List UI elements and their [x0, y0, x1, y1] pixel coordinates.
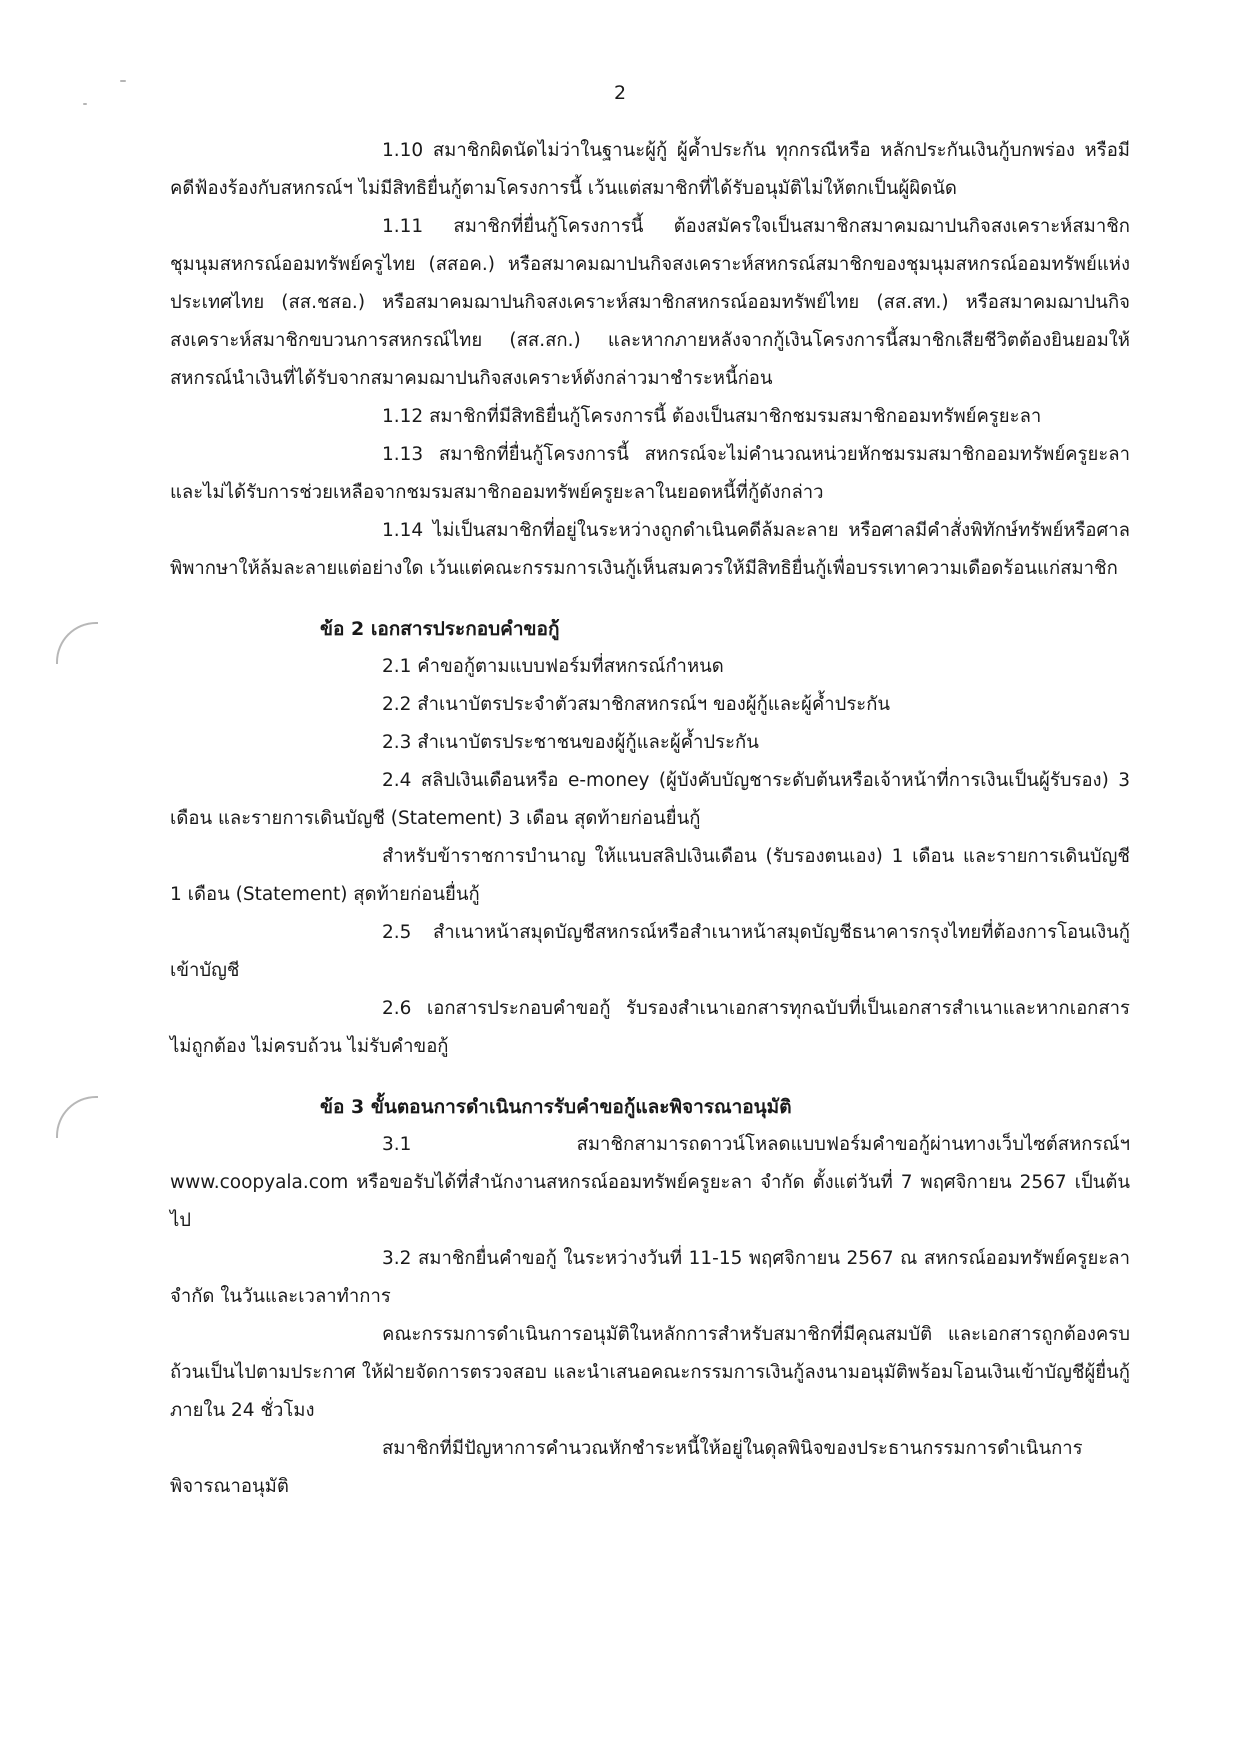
clause-3-1: 3.1 สมาชิกสามารถดาวน์โหลดแบบฟอร์มคำขอกู้ผ่านทางเว็บไซต์สหกรณ์ฯ www.coopyala.com หรือขอรับได้ที่สำนักงานสหกรณ์ออมทรัพย์ครูยะลา จำกัด ตั้งแต่วันที่ 7 พฤศจิกายน 2567 เป็นต้นไป	[170, 1134, 1130, 1231]
clause-2-4: 2.4 สลิปเงินเดือนหรือ e-money (ผู้บังคับบัญชาระดับต้นหรือเจ้าหน้าที่การเงินเป็นผู้รับรอง) 3 เดือน และรายการเดินบัญชี (Statement) 3 เดือน สุดท้ายก่อนยื่นกู้	[170, 770, 1130, 829]
clause-1-10: 1.10 สมาชิกผิดนัดไม่ว่าในฐานะผู้กู้ ผู้ค้ำประกัน ทุกกรณีหรือ หลักประกันเงินกู้บกพร่อง หรือมีคดีฟ้องร้องกับสหกรณ์ฯ ไม่มีสิทธิยื่นกู้ตามโครงการนี้ เว้นแต่สมาชิกที่ได้รับอนุมัติไม่ให้ตกเป็นผู้ผิดนัด	[170, 140, 1130, 199]
punch-hole-mark	[56, 622, 98, 664]
clause-2-4-pensioner: สำหรับข้าราชการบำนาญ ให้แนบสลิปเงินเดือน (รับรองตนเอง) 1 เดือน และรายการเดินบัญชี 1 เดือน (Statement) สุดท้ายก่อนยื่นกู้	[170, 846, 1130, 905]
clause-2-6: 2.6 เอกสารประกอบคำขอกู้ รับรองสำเนาเอกสารทุกฉบับที่เป็นเอกสารสำเนาและหากเอกสารไม่ถูกต้อง ไม่ครบถ้วน ไม่รับคำขอกู้	[170, 998, 1130, 1057]
clause-2-2: 2.2 สำเนาบัตรประจำตัวสมาชิกสหกรณ์ฯ ของผู้กู้และผู้ค้ำประกัน	[382, 694, 891, 715]
section-2-heading: ข้อ 2 เอกสารประกอบคำขอกู้	[320, 618, 560, 640]
clause-2-1: 2.1 คำขอกู้ตามแบบฟอร์มที่สหกรณ์กำหนด	[382, 656, 724, 677]
clause-3-2: 3.2 สมาชิกยื่นคำขอกู้ ในระหว่างวันที่ 11-15 พฤศจิกายน 2567 ณ สหกรณ์ออมทรัพย์ครูยะลา จำกัด ในวันและเวลาทำการ	[170, 1248, 1130, 1307]
clause-3-2-approval: คณะกรรมการดำเนินการอนุมัติในหลักการสำหรับสมาชิกที่มีคุณสมบัติ และเอกสารถูกต้องครบถ้วนเป็นไปตามประกาศ ให้ฝ่ายจัดการตรวจสอบ และนำเสนอคณะกรรมการเงินกู้ลงนามอนุมัติพร้อมโอนเงินเข้าบัญชีผู้ยื่นกู้ ภายใน 24 ชั่วโมง	[170, 1324, 1130, 1421]
clause-2-3: 2.3 สำเนาบัตรประชาชนของผู้กู้และผู้ค้ำประกัน	[382, 732, 759, 753]
clause-1-13: 1.13 สมาชิกที่ยื่นกู้โครงการนี้ สหกรณ์จะไม่คำนวณหน่วยหักชมรมสมาชิกออมทรัพย์ครูยะลาและไม่ได้รับการช่วยเหลือจากชมรมสมาชิกออมทรัพย์ครูยะลาในยอดหนี้ที่กู้ดังกล่าว	[170, 444, 1130, 503]
page-number: 2	[613, 82, 627, 104]
document-body	[170, 132, 1130, 1506]
clause-1-14: 1.14 ไม่เป็นสมาชิกที่อยู่ในระหว่างถูกดำเนินคดีล้มละลาย หรือศาลมีคำสั่งพิทักษ์ทรัพย์หรือศาลพิพากษาให้ล้มละลายแต่อย่างใด เว้นแต่คณะกรรมการเงินกู้เห็นสมควรให้มีสิทธิยื่นกู้เพื่อบรรเทาความเดือดร้อนแก่สมาชิก	[170, 520, 1130, 579]
clause-1-12: 1.12 สมาชิกที่มีสิทธิยื่นกู้โครงการนี้ ต้องเป็นสมาชิกชมรมสมาชิกออมทรัพย์ครูยะลา	[382, 406, 1042, 427]
clause-3-2-discretion: สมาชิกที่มีปัญหาการคำนวณหักชำระหนี้ให้อยู่ในดุลพินิจของประธานกรรมการดำเนินการพิจารณาอนุมัติ	[170, 1438, 1083, 1497]
section-3-heading: ข้อ 3 ขั้นตอนการดำเนินการรับคำขอกู้และพิจารณาอนุมัติ	[320, 1096, 792, 1118]
clause-2-5: 2.5 สำเนาหน้าสมุดบัญชีสหกรณ์หรือสำเนาหน้าสมุดบัญชีธนาคารกรุงไทยที่ต้องการโอนเงินกู้เข้าบัญชี	[170, 922, 1130, 981]
punch-hole-mark	[56, 1096, 98, 1138]
clause-1-11: 1.11 สมาชิกที่ยื่นกู้โครงการนี้ ต้องสมัครใจเป็นสมาชิกสมาคมฌาปนกิจสงเคราะห์สมาชิกชุมนุมสหกรณ์ออมทรัพย์ครูไทย (สสอค.) หรือสมาคมฌาปนกิจสงเคราะห์สหกรณ์สมาชิกของชุมนุมสหกรณ์ออมทรัพย์แห่งประเทศไทย (สส.ชสอ.) หรือสมาคมฌาปนกิจสงเคราะห์สมาชิกสหกรณ์ออมทรัพย์ไทย (สส.สท.) หรือสมาคมฌาปนกิจสงเคราะห์สมาชิกขบวนการสหกรณ์ไทย (สส.สก.) และหากภายหลังจากกู้เงินโครงการนี้สมาชิกเสียชีวิตต้องยินยอมให้สหกรณ์นำเงินที่ได้รับจากสมาคมฌาปนกิจสงเคราะห์ดังกล่าวมาชำระหนี้ก่อน	[170, 216, 1130, 389]
